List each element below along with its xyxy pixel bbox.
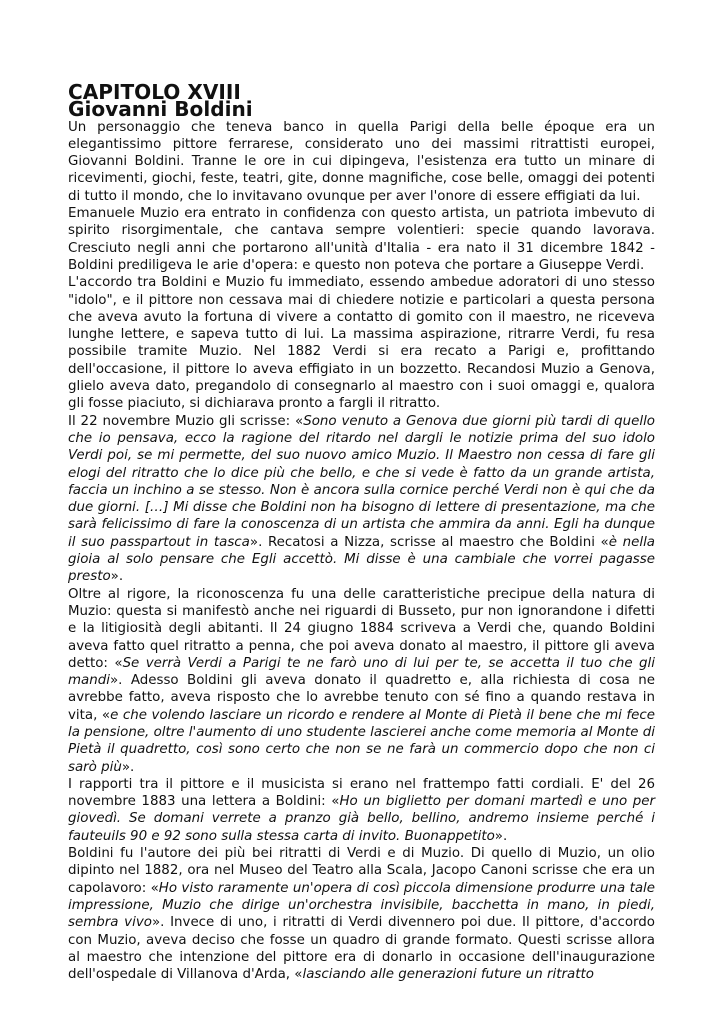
paragraph-text: I rapporti tra il pittore e il musicista si erano nel frattempo fatti cordiali. E' del 26 novembre 1883 una lettera a Boldini: « [68, 776, 655, 810]
paragraph-text: ». [121, 759, 135, 775]
paragraph-text: ». Recatosi a Nizza, scrisse al maestro che Boldini « [249, 534, 609, 550]
paragraph-text: Oltre al rigore, la riconoscenza fu una delle caratteristiche precipue della natura di Muzio: questa si manifestò anche nei riguardi di Busseto, pur non ignorandone i difetti e la litigiosità degli abitanti. Il 24 giugno 1884 scriveva a Verdi che, quando Boldini aveva fatto quel ritratto a penna, che poi aveva donato al maestro, il pittore gli aveva detto: « [68, 586, 655, 671]
paragraph-text: ». [110, 569, 124, 585]
paragraph-text: ». [494, 828, 508, 844]
paragraph [68, 274, 655, 412]
paragraph-text: ». Invece di uno, i ritratti di Verdi divennero poi due. Il pittore, d'accordo con Muzio, aveva deciso che fosse un quadro di grande formato. Questi scrisse allora al maestro che intenzione del pittore era di donarlo in occasione dell'inaugurazione dell'ospedale di Villanova d'Arda, « [68, 915, 655, 983]
quote-text: Se verrà Verdi a Parigi te ne farò uno di lui per te, se accetta il tuo che gli mandi [68, 655, 655, 689]
paragraph-text: Un personaggio che teneva banco in quella Parigi della belle époque era un elegantissimo pittore ferrarese, considerato uno dei massimi ritrattisti europei, Giovanni Boldini. Tranne le ore in cui dipingeva, l'esistenza era tutto un minare di ricevimenti, giochi, feste, teatri, gite, donne magnifiche, cose belle, omaggi dei potenti di tutto il mondo, che lo invitavano ovunque per aver l'onore di essere effigiati da lui. [68, 119, 655, 204]
chapter-body [68, 119, 655, 984]
chapter-title: Giovanni Boldini [68, 97, 253, 122]
paragraph [68, 413, 655, 586]
paragraph-text: Il 22 novembre Muzio gli scrisse: « [68, 413, 304, 429]
paragraph [68, 586, 655, 776]
quote-text: Ho visto raramente un'opera di così piccola dimensione produrre una tale impressione, Muzio che dirige un'orchestra invisibile, bacchetta in mano, in piedi, sembra vivo [68, 880, 655, 931]
paragraph [68, 205, 655, 274]
paragraph-text: Boldini fu l'autore dei più bei ritratti di Verdi e di Muzio. Di quello di Muzio, un olio dipinto nel 1882, ora nel Museo del Teatro alla Scala, Jacopo Canoni scrisse che era un capolavoro: « [68, 846, 655, 896]
paragraph-text: ». Adesso Boldini gli aveva donato il quadretto e, alla richiesta di cosa ne avrebbe fatto, aveva risposto che lo avrebbe tenuto con sé fino a quando restava in vita, « [68, 673, 655, 723]
paragraph [68, 845, 655, 983]
quote-text: Sono venuto a Genova due giorni più tardi di quello che io pensava, ecco la ragione del ritardo nel dargli le notizie prima del suo idolo Verdi poi, se mi permette, del suo nuovo amico Muzio. Il Maestro non cessa di fare gli elogi del ritratto che lo dice più che bello, e che si vede è fatto da un grande artista, faccia un inchino a se stesso. Non è ancora sulla cornice perché Verdi non è qui che da due giorni. […] Mi disse che Boldini non ha bisogno di lettere di presentazione, ma che sarà felicissimo di fare la conoscenza di un artista che ammira da anni. Egli ha dunque il suo passpartout in tasca [68, 413, 655, 550]
paragraph [68, 119, 655, 205]
quote-text: Ho un biglietto per domani martedì e uno per giovedì. Se domani verrete a pranzo già bello, bellino, andremo insieme perché i fauteuils 90 e 92 sono sulla stessa carta di invito. Buonappetito [68, 794, 655, 844]
quote-text: è nella gioia al solo pensare che Egli accettò. Mi disse è una cambiale che vorrei pagasse presto [68, 534, 655, 585]
paragraph-text: Emanuele Muzio era entrato in confidenza con questo artista, un patriota imbevuto di spirito risorgimentale, che cantava sempre volentieri: specie quando lavorava. Cresciuto negli anni che portarono all'unità d'Italia - era nato il 31 dicembre 1842 - Boldini prediligeva le arie d'opera: e questo non poteva che portare a Giuseppe Verdi. [68, 206, 655, 273]
paragraph [68, 776, 655, 845]
quote-text: lasciando alle generazioni future un ritratto [302, 967, 594, 983]
paragraph-text: L'accordo tra Boldini e Muzio fu immediato, essendo ambedue adoratori di uno stesso "idolo", e il pittore non cessava mai di chiedere notizie e particolari a questa persona che aveva avuto la fortuna di vivere a contatto di gomito con il maestro, ne riceveva lunghe lettere, e sapeva tutto di lui. La massima aspirazione, ritrarre Verdi, fu resa possibile tramite Muzio. Nel 1882 Verdi si era recato a Parigi e, profittando dell'occasione, il pittore lo aveva effigiato in un bozzetto. Recandosi Muzio a Genova, glielo aveva dato, pregandolo di consegnarlo al maestro con i suoi omaggi e, qualora gli fosse piaciuto, si dichiarava pronto a fargli il ritratto. [68, 275, 655, 412]
quote-text: e che volendo lasciare un ricordo e rendere al Monte di Pietà il bene che mi fece la pensione, oltre l'aumento di uno studente lascierei anche come memoria al Monte di Pietà il quadretto, così sono certo che non se ne farà un commercio dopo che non ci sarò più [68, 707, 655, 775]
chapter-number: CAPITOLO XVIII [68, 80, 241, 104]
